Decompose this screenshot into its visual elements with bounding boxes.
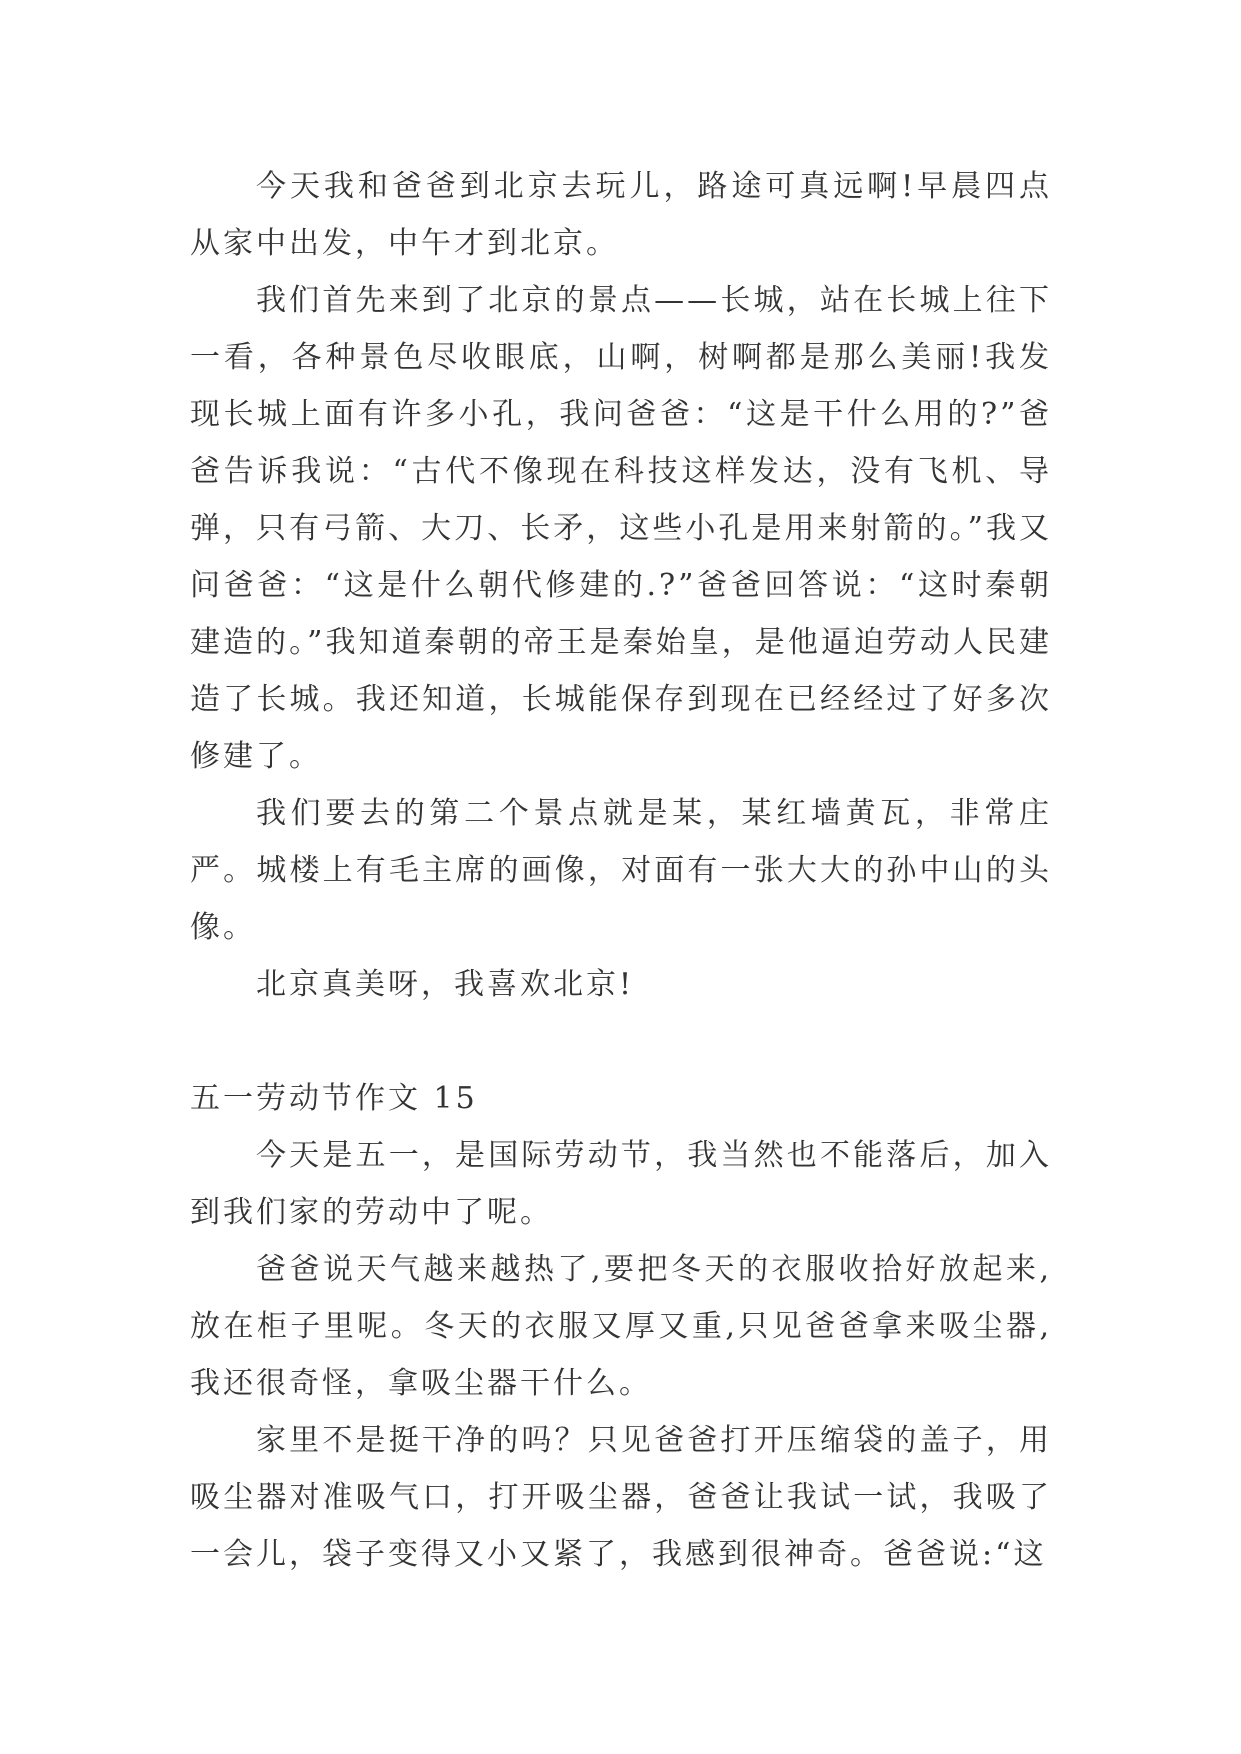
paragraph-great-wall: 我们首先来到了北京的景点——长城，站在长城上往下一看，各种景色尽收眼底，山啊，树啊都是那么美丽!我发现长城上面有许多小孔，我问爸爸：“这是干什么用的?”爸爸告诉我说：“古代不像现在科技这样发达，没有飞机、导弹，只有弓箭、大刀、长矛，这些小孔是用来射箭的。”我又问爸爸：“这是什么朝代修建的.?”爸爸回答说：“这时秦朝建造的。”我知道秦朝的帝王是秦始皇，是他逼迫劳动人民建造了长城。我还知道，长城能保存到现在已经经过了好多次修建了。 <box>190 283 1052 774</box>
paragraph-second-site: 我们要去的第二个景点就是某，某红墙黄瓦，非常庄严。城楼上有毛主席的画像，对面有一张大大的孙中山的头像。 <box>190 796 1052 945</box>
paragraph-beijing-closing: 北京真美呀，我喜欢北京! <box>256 967 635 1002</box>
essay-heading: 五一劳动节作文 15 <box>190 1081 478 1116</box>
paragraph-winter-clothes: 爸爸说天气越来越热了,要把冬天的衣服收拾好放起来,放在柜子里呢。冬天的衣服又厚又重,只见爸爸拿来吸尘器,我还很奇怪，拿吸尘器干什么。 <box>190 1252 1052 1401</box>
paragraph-labor-day-intro: 今天是五一，是国际劳动节，我当然也不能落后，加入到我们家的劳动中了呢。 <box>190 1138 1052 1230</box>
paragraph-beijing-trip-intro: 今天我和爸爸到北京去玩儿，路途可真远啊!早晨四点从家中出发，中午才到北京。 <box>190 169 1052 261</box>
document-body <box>190 158 1052 1583</box>
paragraph-vacuum-bag: 家里不是挺干净的吗？只见爸爸打开压缩袋的盖子，用吸尘器对准吸气口，打开吸尘器，爸爸让我试一试，我吸了一会儿，袋子变得又小又紧了，我感到很神奇。爸爸说:“这 <box>190 1423 1052 1572</box>
section-spacer <box>190 1013 1052 1070</box>
